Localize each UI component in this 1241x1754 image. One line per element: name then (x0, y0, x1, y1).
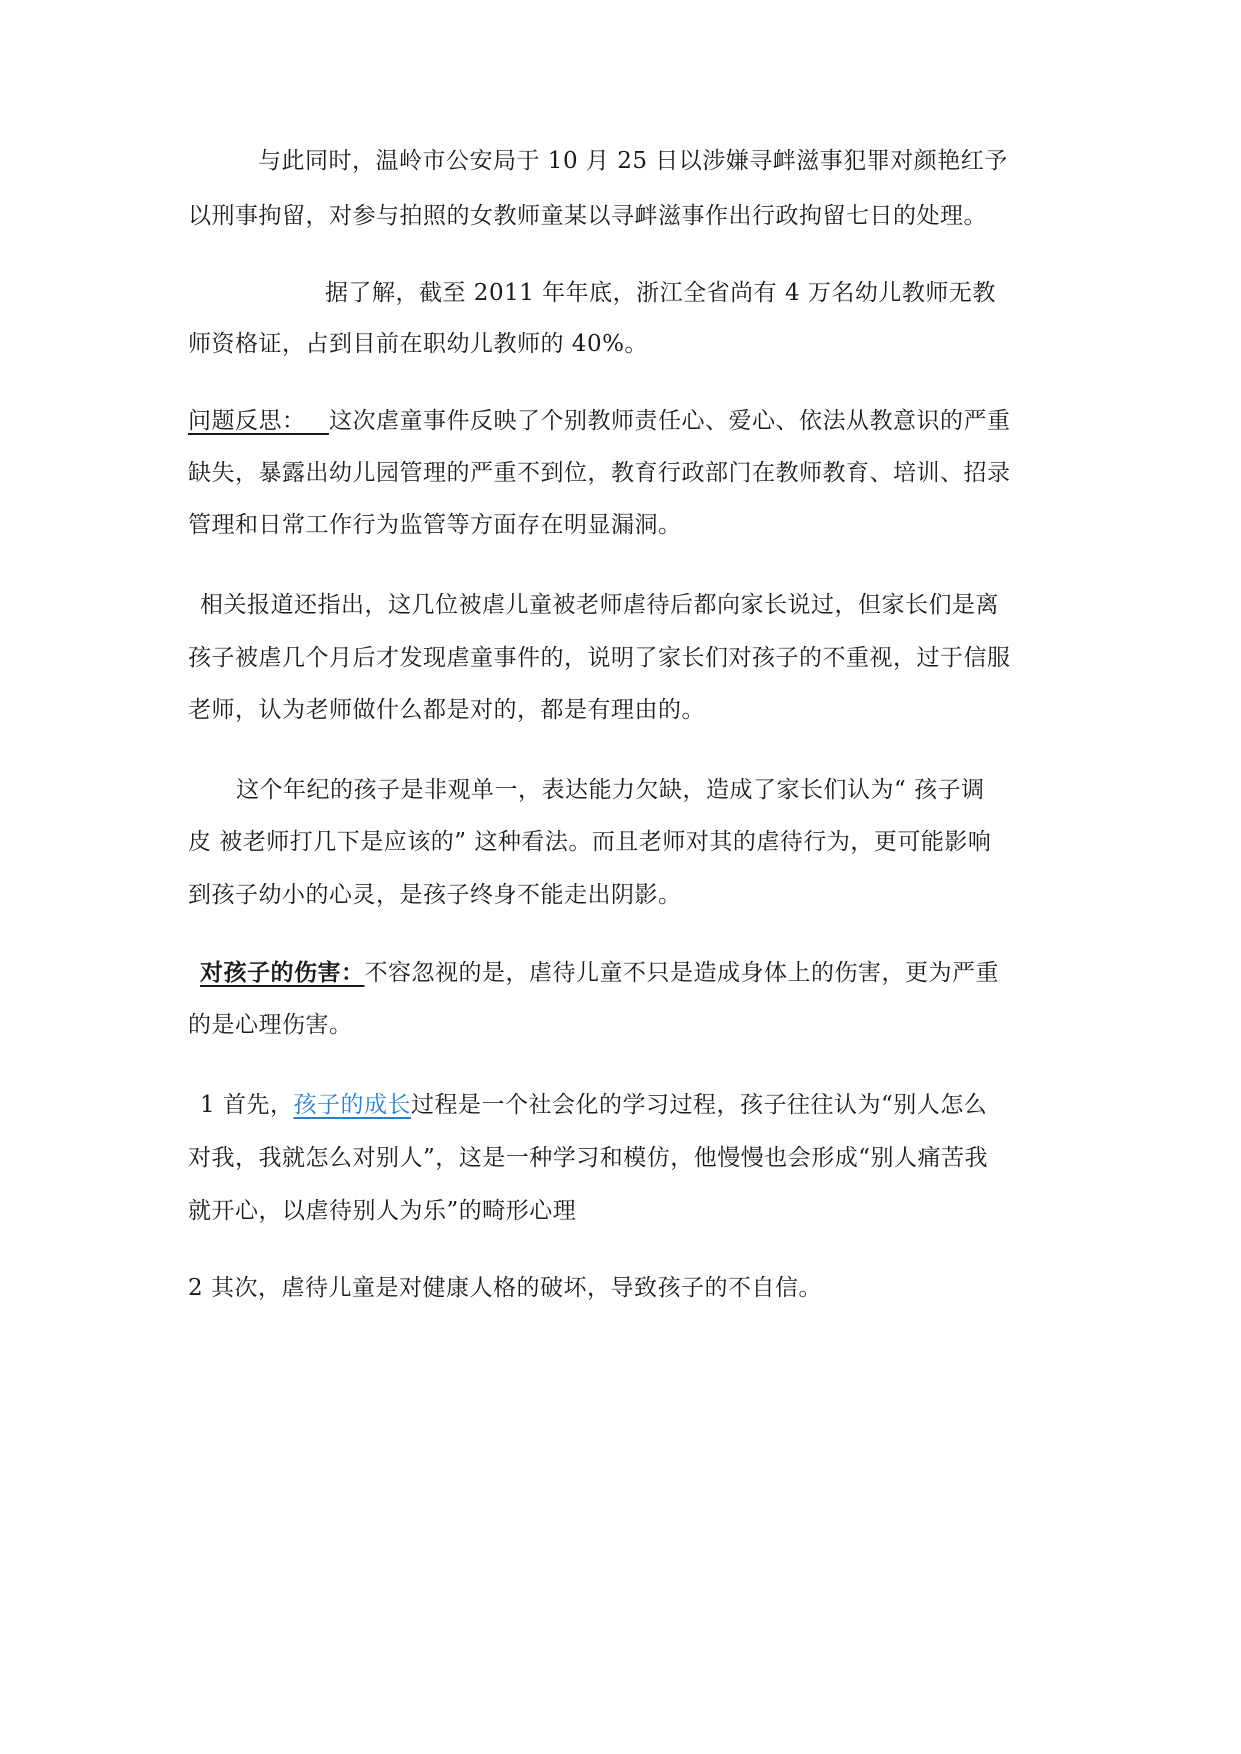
paragraph-6-line-2: 的是心理伤害。 (188, 1012, 353, 1038)
paragraph-2-line-1: 据了解，截至 2011 年年底，浙江全省尚有 4 万名幼儿教师无教 (325, 280, 996, 306)
reflection-label-gap (306, 408, 329, 434)
paragraph-4-line-3: 老师，认为老师做什么都是对的，都是有理由的。 (188, 697, 705, 723)
paragraph-5-line-2: 皮 被老师打几下是应该的” 这种看法。而且老师对其的虐待行为，更可能影响 (188, 829, 992, 855)
paragraph-1-line-1: 与此同时，温岭市公安局于 10 月 25 日以涉嫌寻衅滋事犯罪对颜艳红予 (258, 148, 1008, 174)
paragraph-5-line-3: 到孩子幼小的心灵，是孩子终身不能走出阴影。 (188, 882, 682, 908)
paragraph-7-line-3: 就开心，以虐待别人为乐”的畸形心理 (188, 1198, 577, 1224)
paragraph-3-line-1 (188, 406, 1068, 436)
harm-label: 对孩子的伤害： (200, 959, 365, 986)
paragraph-2-line-2: 师资格证，占到目前在职幼儿教师的 40%。 (188, 331, 648, 357)
paragraph-4-line-2: 孩子被虐几个月后才发现虐童事件的，说明了家长们对孩子的不重视，过于信服 (188, 645, 1011, 671)
paragraph-6-text-1: 不容忽视的是，虐待儿童不只是造成身体上的伤害，更为严重 (364, 960, 999, 986)
paragraph-1-line-2: 以刑事拘留，对参与拍照的女教师童某以寻衅滋事作出行政拘留七日的处理。 (188, 203, 987, 229)
paragraph-3-line-2: 缺失，暴露出幼儿园管理的严重不到位，教育行政部门在教师教育、培训、招录 (188, 460, 1011, 486)
growth-link[interactable]: 孩子的成长 (293, 1092, 411, 1118)
reflection-label: 问题反思： (188, 408, 306, 434)
paragraph-3-text-1: 这次虐童事件反映了个别教师责任心、爱心、依法从教意识的严重 (328, 408, 1011, 434)
point-1-prefix: 1 首先， (200, 1092, 294, 1118)
paragraph-6-line-1 (200, 958, 1080, 988)
paragraph-4-line-1: 相关报道还指出，这几位被虐儿童被老师虐待后都向家长说过，但家长们是离 (200, 592, 999, 618)
paragraph-3-line-3: 管理和日常工作行为监管等方面存在明显漏洞。 (188, 512, 682, 538)
paragraph-7-text-1: 过程是一个社会化的学习过程，孩子往往认为“别人怎么 (410, 1092, 988, 1118)
paragraph-8-line-1: 2 其次，虐待儿童是对健康人格的破坏，导致孩子的不自信。 (188, 1275, 822, 1301)
paragraph-7-line-2: 对我，我就怎么对别人”，这是一种学习和模仿，他慢慢也会形成“别人痛苦我 (188, 1145, 989, 1171)
paragraph-7-line-1 (200, 1090, 1080, 1120)
paragraph-5-line-1: 这个年纪的孩子是非观单一，表达能力欠缺，造成了家长们认为“ 孩子调 (236, 777, 985, 803)
